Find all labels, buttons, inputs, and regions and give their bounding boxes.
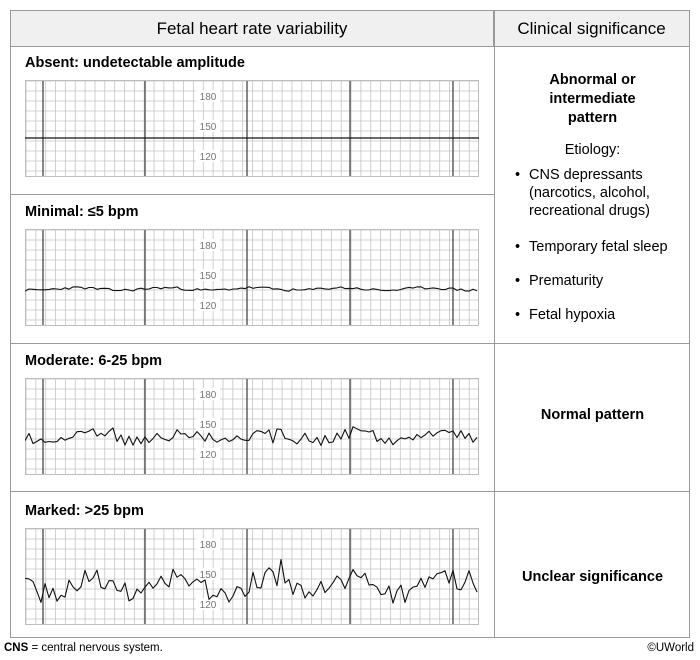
fhr-strip-marked xyxy=(25,528,479,625)
tick-label: 120 xyxy=(199,152,217,163)
tick-label: 120 xyxy=(199,450,217,461)
footnote-abbr: CNS xyxy=(4,642,29,654)
tick-label: 180 xyxy=(199,92,217,103)
tick-label: 120 xyxy=(199,301,217,312)
tick-label: 180 xyxy=(199,540,217,551)
fhr-strip-moderate xyxy=(25,378,479,475)
etiology-item: • Fetal hypoxia xyxy=(515,307,616,323)
tick-label: 120 xyxy=(199,600,217,611)
fhr-variability-table xyxy=(10,10,690,638)
row-divider xyxy=(11,194,494,195)
panel-title-marked: Marked: >25 bpm xyxy=(25,503,144,519)
significance-normal: Normal pattern xyxy=(540,407,645,423)
fhr-trace xyxy=(25,427,477,446)
etiology-item: • Prematurity xyxy=(515,273,604,289)
abnormal-label: Abnormal or intermediate pattern xyxy=(549,72,636,126)
panel-title-minimal: Minimal: ≤5 bpm xyxy=(25,204,139,220)
fhr-strip-absent xyxy=(25,80,479,177)
significance-abnormal xyxy=(495,71,690,340)
footnote xyxy=(4,642,163,654)
panel-title-moderate: Moderate: 6-25 bpm xyxy=(25,353,162,369)
tick-label: 180 xyxy=(199,390,217,401)
etiology-item: • Temporary fetal sleep xyxy=(515,239,668,255)
etiology-label: Etiology: xyxy=(564,142,621,158)
header-fhr-variability: Fetal heart rate variability xyxy=(11,11,494,47)
header-clinical-significance: Clinical significance xyxy=(494,11,689,47)
significance-unclear: Unclear significance xyxy=(521,569,664,585)
footnote-definition: = central nervous system. xyxy=(28,642,163,654)
tick-label: 150 xyxy=(199,420,217,431)
row-divider xyxy=(11,491,689,492)
etiology-list xyxy=(511,166,690,324)
tick-label: 150 xyxy=(199,122,217,133)
row-divider xyxy=(11,343,689,344)
fhr-trace xyxy=(25,287,477,292)
etiology-item: • CNS depressants (narcotics, alcohol, recreational drugs) xyxy=(515,167,650,219)
fhr-trace xyxy=(25,560,477,604)
fhr-strip-minimal xyxy=(25,229,479,326)
tick-label: 150 xyxy=(199,570,217,581)
tick-label: 150 xyxy=(199,271,217,282)
tick-label: 180 xyxy=(199,241,217,252)
copyright: ©UWorld xyxy=(647,642,694,654)
panel-title-absent: Absent: undetectable amplitude xyxy=(25,55,245,71)
